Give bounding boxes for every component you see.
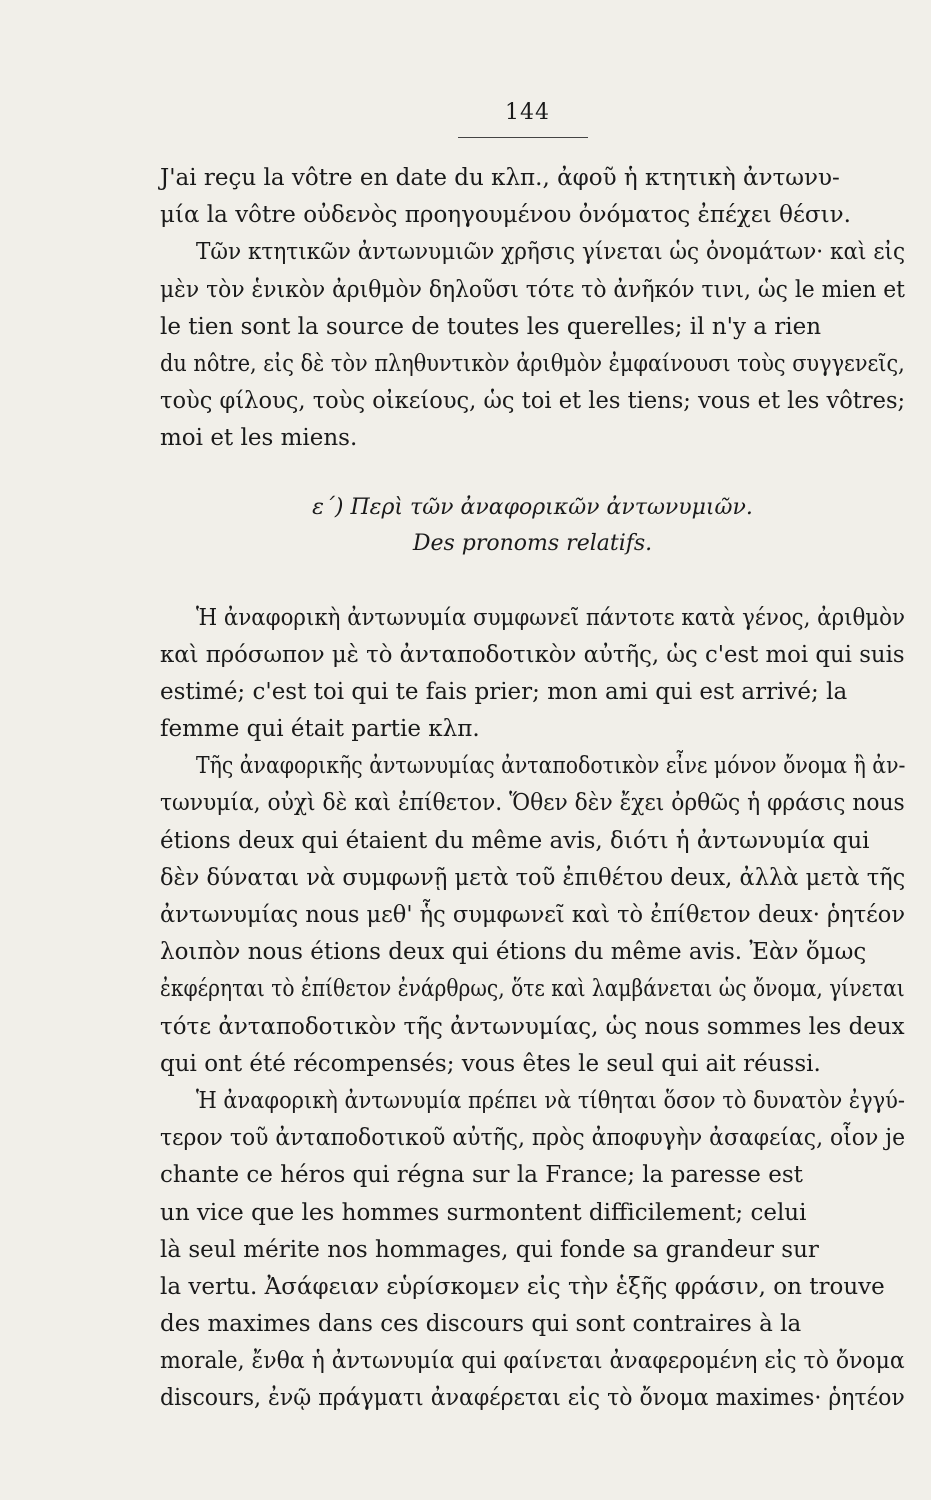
text-line: estimé; c'est toi qui te fais prier; mon ami qui est arrivé; la: [160, 678, 848, 705]
text-line: la vertu. Ἀσάφειαν εὑρίσκομεν εἰς τὴν ἑξῆς φράσιν, on trouve: [160, 1273, 885, 1300]
text-line: μὲν τὸν ἑνικὸν ἀριθμὸν δηλοῦσι τότε τὸ ἀνῆκόν τινι, ὡς le mien et: [160, 276, 905, 303]
text-line: μία la vôtre οὐδενὸς προηγουμένου ὀνόματος ἐπέχει θέσιν.: [160, 202, 851, 229]
text-line: Ἡ ἀναφορικὴ ἀντωνυμία πρέπει νὰ τίθηται ὅσον τὸ δυνατὸν ἐγγύ-: [196, 1087, 905, 1114]
text-line: ἐκφέρηται τὸ ἐπίθετον ἐνάρθρως, ὅτε καὶ λαμβάνεται ὡς ὄνομα, γίνεται: [160, 976, 905, 1003]
text-line: le tien sont la source de toutes les querelles; il n'y a rien: [160, 313, 822, 340]
text-line: τερον τοῦ ἀνταποδοτικοῦ αὐτῆς, πρὸς ἀποφυγὴν ἀσαφείας, οἷον je: [160, 1125, 906, 1152]
text-line: morale, ἔνθα ἡ ἀντωνυμία qui φαίνεται ἀναφερομένη εἰς τὸ ὄνομα: [160, 1348, 905, 1375]
text-line: chante ce héros qui régna sur la France; la paresse est: [160, 1162, 803, 1189]
text-line: τότε ἀνταποδοτικὸν τῆς ἀντωνυμίας, ὡς nous sommes les deux: [160, 1013, 905, 1040]
text-line: τοὺς φίλους, τοὺς οἰκείους, ὡς toi et les tiens; vous et les vôtres;: [160, 388, 906, 415]
body-text: [160, 160, 905, 1418]
text-line: là seul mérite nos hommages, qui fonde sa grandeur sur: [160, 1236, 819, 1263]
text-line: τωνυμία, οὐχὶ δὲ καὶ ἐπίθετον. Ὅθεν δὲν ἔχει ὀρθῶς ἡ φράσις nous: [160, 790, 905, 817]
text-line: un vice que les hommes surmontent difficilement; celui: [160, 1199, 807, 1226]
text-line: δὲν δύναται νὰ συμφωνῇ μετὰ τοῦ ἐπιθέτου deux, ἀλλὰ μετὰ τῆς: [160, 864, 906, 891]
text-line: Τῶν κτητικῶν ἀντωνυμιῶν χρῆσις γίνεται ὡς ὀνομάτων· καὶ εἰς: [196, 239, 906, 266]
text-line: Τῆς ἀναφορικῆς ἀντωνυμίας ἀνταποδοτικὸν εἶνε μόνον ὄνομα ἢ ἀν-: [196, 753, 906, 780]
text-line: du nôtre, εἰς δὲ τὸν πληθυντικὸν ἀριθμὸν ἐμφαίνουσι τοὺς συγγενεῖς,: [160, 350, 905, 377]
text-line: λοιπὸν nous étions deux qui étions du même avis. Ἐὰν ὅμως: [160, 939, 867, 966]
text-line: ἀντωνυμίας nous μεθ' ἧς συμφωνεῖ καὶ τὸ ἐπίθετον deux· ῥητέον: [160, 902, 905, 928]
text-line: femme qui était partie κλπ.: [160, 716, 480, 743]
page-number-rule: [458, 137, 588, 138]
text-line: discours, ἐνῷ πράγματι ἀναφέρεται εἰς τὸ ὄνομα maximes· ῥητέον: [160, 1385, 905, 1412]
text-line: moi et les miens.: [160, 425, 358, 452]
section-heading-greek: ε΄) Περὶ τῶν ἀναφορικῶν ἀντωνυμιῶν.: [312, 494, 753, 520]
text-line: qui ont été récompensés; vous êtes le seul qui ait réussi.: [160, 1050, 821, 1077]
text-line: des maximes dans ces discours qui sont contraires à la: [160, 1311, 802, 1338]
text-line: Ἡ ἀναφορικὴ ἀντωνυμία συμφωνεῖ πάντοτε κατὰ γένος, ἀριθμὸν: [196, 604, 905, 631]
text-line: J'ai reçu la vôtre en date du κλπ., ἀφοῦ ἡ κτητικὴ ἀντωνυ-: [160, 165, 840, 191]
section-heading-french: Des pronoms relatifs.: [412, 530, 653, 556]
page-number: 144: [505, 100, 550, 125]
text-line: étions deux qui étaient du même avis, διότι ἡ ἀντωνυμία qui: [160, 827, 870, 854]
text-line: καὶ πρόσωπον μὲ τὸ ἀνταποδοτικὸν αὐτῆς, ὡς c'est moi qui suis: [160, 641, 905, 668]
